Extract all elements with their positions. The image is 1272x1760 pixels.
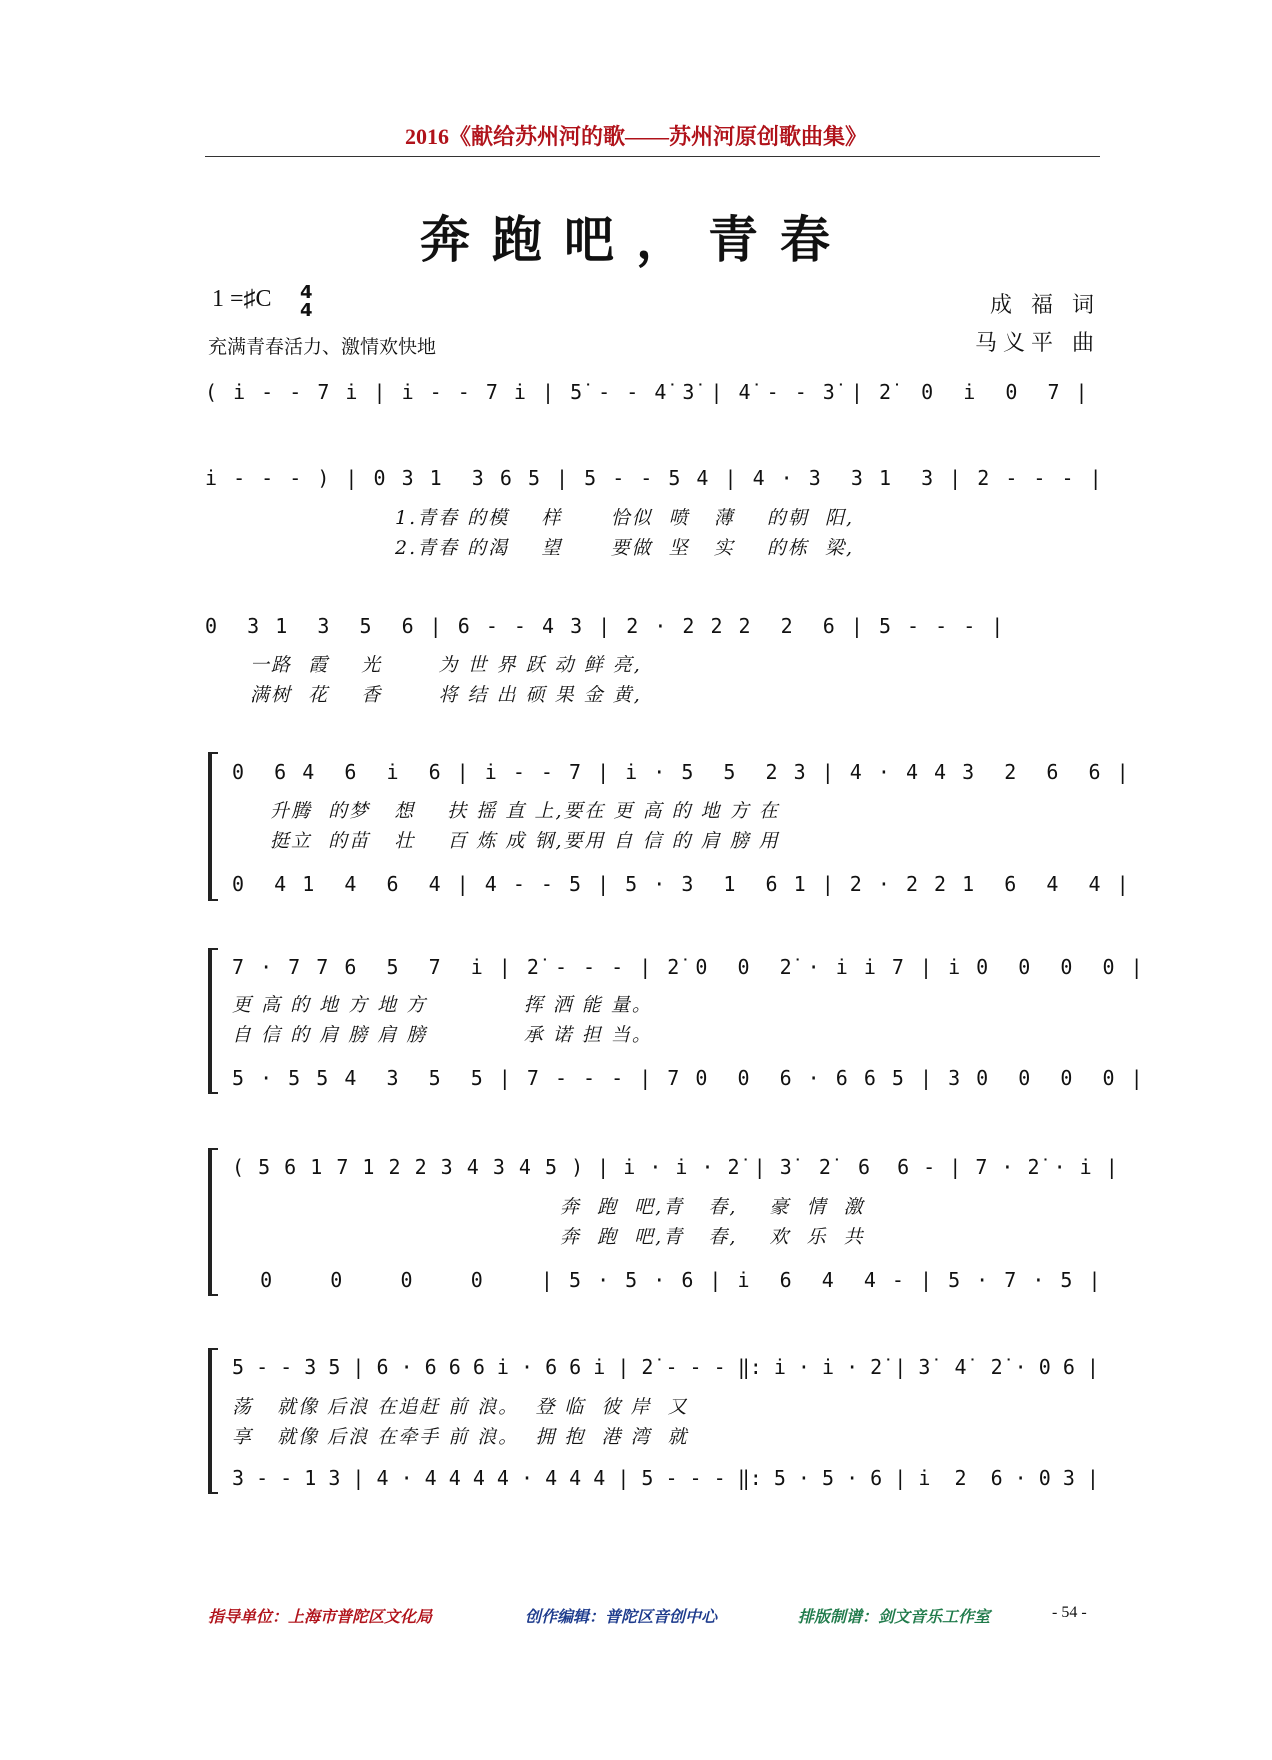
song-title: 奔跑吧，青春 [420, 210, 852, 269]
key-signature: 1 =♯C [212, 286, 272, 312]
score-line-3: 0 3 1 3 5 6 | 6 - - 4 3 | 2 · 2 2 2 2 6 | 5 - - - | [205, 614, 1006, 638]
lyric-line: 奔 跑 吧,青 春, 欢 乐 共 [560, 1226, 865, 1248]
score-line-6-upper: ( 5 6 1 7 1 2 2 3 4 3 4 5 ) | i̇ · i̇ · 2̇ | 3̇ 2̇ 6 6 - | 7 · 2̇ · i̇ | [232, 1155, 1119, 1179]
lyric-line: 满树 花 香 将 结 出 硕 果 金 黄, [250, 684, 642, 706]
score-line-4-upper: 0 6 4 6 i̇ 6 | i̇ - - 7 | i̇ · 5 5 2 3 | 4 · 4 4 3 2 6 6 | [232, 760, 1131, 784]
composer-credit: 马义平 曲 [975, 331, 1100, 356]
page-number: - 54 - [1052, 1604, 1087, 1621]
lyric-line: 1.青春 的模 样 恰似 喷 薄 的朝 阳, [395, 507, 855, 529]
footer-typesetting: 排版制谱：剑文音乐工作室 [798, 1607, 991, 1626]
lyric-line: 升腾 的梦 想 扶 摇 直 上,要在 更 高 的 地 方 在 [270, 800, 780, 822]
score-line-7-lower: 3 - - 1 3 | 4 · 4 4 4 4 · 4 4 4 | 5 - - - ‖: 5 · 5 · 6 | i̇ 2 6 · 0 3 | [232, 1466, 1099, 1490]
score-line-6-lower: 0 0 0 0 | 5 · 5 · 6 | i̇ 6 4 4 - | 5 · 7 · 5 | [232, 1268, 1103, 1292]
lyric-line: 荡 就像 后浪 在追赶 前 浪。 登 临 彼 岸 又 [232, 1396, 689, 1418]
score-line-2: i̇ - - - ) | 0 3 1 3 6 5 | 5 - - 5 4 | 4 · 3 3 1 3 | 2 - - - | [205, 466, 1104, 490]
lyric-line: 奔 跑 吧,青 春, 豪 情 激 [560, 1196, 865, 1218]
header-divider [205, 156, 1100, 157]
system-brace [208, 948, 218, 1094]
lyricist-credit: 成 福 词 [990, 293, 1100, 318]
lyric-line: 自 信 的 肩 膀 肩 膀 承 诺 担 当。 [232, 1024, 653, 1046]
lyric-line: 更 高 的 地 方 地 方 挥 洒 能 量。 [232, 994, 653, 1016]
lyric-line: 一路 霞 光 为 世 界 跃 动 鲜 亮, [250, 654, 642, 676]
footer-guidance: 指导单位：上海市普陀区文化局 [208, 1607, 433, 1626]
lyric-line: 享 就像 后浪 在牵手 前 浪。 拥 抱 港 湾 就 [232, 1426, 689, 1448]
score-line-4-lower: 0 4 1 4 6 4 | 4 - - 5 | 5 · 3 1 6 1 | 2 · 2 2 1 6 4 4 | [232, 872, 1131, 896]
footer-creation: 创作编辑：普陀区音创中心 [525, 1607, 718, 1626]
lyric-line: 挺立 的苗 壮 百 炼 成 钢,要用 自 信 的 肩 膀 用 [270, 830, 780, 852]
time-signature-bottom: 4 [300, 300, 313, 321]
system-brace [208, 1348, 218, 1494]
collection-title: 2016《献给苏州河的歌——苏州河原创歌曲集》 [404, 124, 867, 149]
score-line-5-lower: 5 · 5 5 4 3 5 5 | 7 - - - | 7 0 0 6 · 6 6 5 | 3 0 0 0 0 | [232, 1066, 1145, 1090]
score-line-5-upper: 7 · 7 7 6 5 7 i̇ | 2̇ - - - | 2̇ 0 0 2̇ · i̇ i̇ 7 | i̇ 0 0 0 0 | [232, 955, 1145, 979]
expression-marking: 充满青春活力、激情欢快地 [208, 336, 437, 358]
system-brace [208, 752, 218, 901]
time-signature [300, 284, 313, 320]
system-brace [208, 1148, 218, 1296]
lyric-line: 2.青春 的渴 望 要做 坚 实 的栋 梁, [395, 537, 855, 559]
score-line-7-upper: 5 - - 3 5 | 6 · 6 6 6 i̇ · 6 6 i̇ | 2̇ - - - ‖: i̇ · i̇ · 2̇ | 3̇ 4̇ 2̇ · 0 6 | [232, 1355, 1099, 1379]
time-signature-top: 4 [300, 282, 313, 303]
score-line-1: ( i̇ - - 7 i̇ | i̇ - - 7 i̇ | 5̇ - - 4̇ 3̇ | 4̇ - - 3̇ | 2̇ 0 i̇ 0 7 | [205, 380, 1090, 404]
